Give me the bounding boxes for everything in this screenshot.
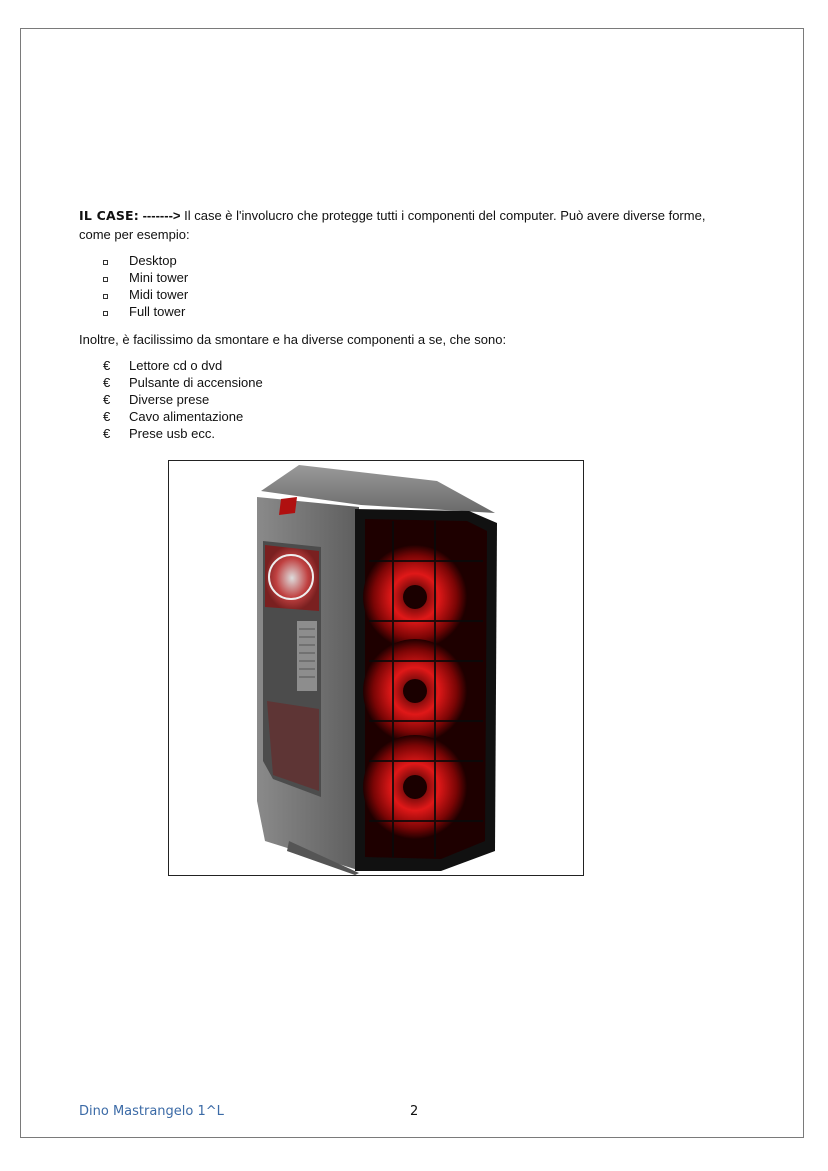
list-item: Midi tower [79, 286, 719, 303]
list-item: € Cavo alimentazione [103, 409, 244, 424]
case-forms-list [79, 252, 719, 320]
heading-arrow: -------> [142, 208, 181, 223]
components-paragraph: Inoltre, è facilissimo da smontare e ha diverse componenti a se, che sono: [79, 332, 507, 347]
square-bullet-icon [103, 303, 108, 320]
intro-paragraph [79, 206, 719, 244]
intro-text: Il case è l'involucro che protegge tutti i componenti del computer. Può avere diverse forme, come per esempio: [79, 208, 706, 242]
components-list [79, 357, 719, 442]
square-bullet-icon [103, 269, 108, 286]
square-bullet-icon [103, 252, 108, 269]
euro-bullet-icon: € [103, 375, 111, 390]
pc-case-tower-icon [169, 461, 583, 875]
euro-bullet-icon: € [103, 409, 111, 424]
pc-case-image [168, 460, 584, 876]
footer-author: Dino Mastrangelo 1^L [79, 1104, 224, 1119]
list-item: € Lettore cd o dvd [103, 358, 223, 373]
euro-bullet-icon: € [103, 392, 111, 407]
page-number: 2 [410, 1104, 419, 1119]
euro-bullet-icon: € [103, 358, 111, 373]
list-item: Full tower [79, 303, 719, 320]
square-bullet-icon [103, 286, 108, 303]
list-item: € Diverse prese [103, 392, 210, 407]
list-item: € Prese usb ecc. [103, 426, 215, 441]
document-body [79, 206, 719, 442]
euro-bullet-icon: € [103, 426, 111, 441]
list-item: Mini tower [79, 269, 719, 286]
list-item: € Pulsante di accensione [103, 375, 263, 390]
list-item: Desktop [79, 252, 719, 269]
heading-keyword: IL CASE: [79, 208, 139, 223]
